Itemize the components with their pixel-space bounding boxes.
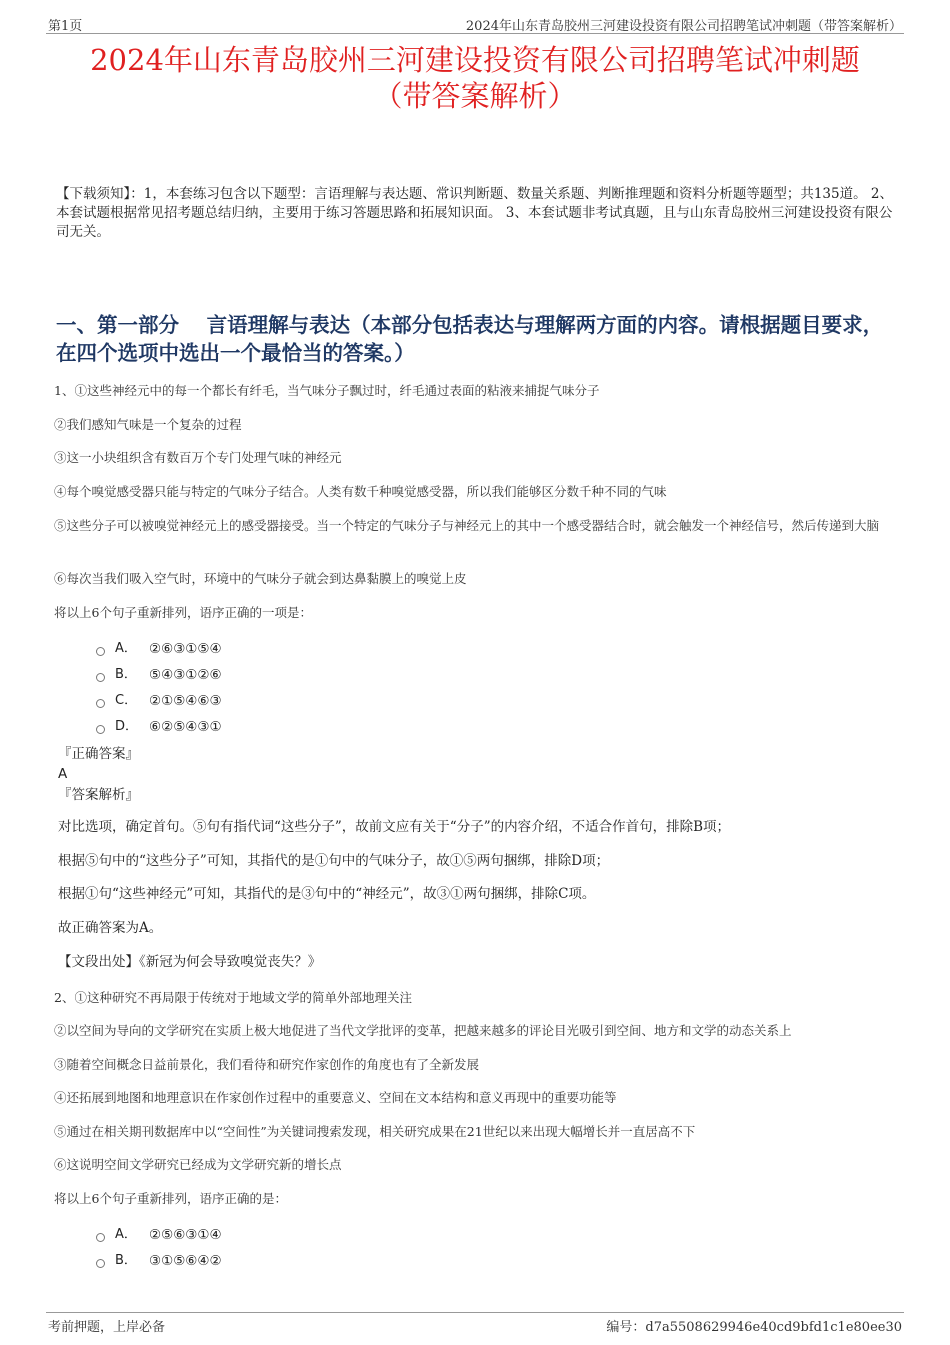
- option-letter: B．: [115, 1253, 137, 1268]
- radio-icon[interactable]: [96, 1233, 105, 1242]
- header-doc-title: 2024年山东青岛胶州三河建设投资有限公司招聘笔试冲刺题（带答案解析）: [465, 19, 902, 34]
- radio-icon[interactable]: [96, 1259, 105, 1268]
- q2-sentence-1: 2、①这种研究不再局限于传统对于地域文学的简单外部地理关注: [54, 990, 412, 1005]
- option-letter: A．: [115, 1227, 137, 1242]
- radio-icon[interactable]: [96, 725, 105, 734]
- q1-answer-label: 『正确答案』: [58, 746, 139, 762]
- option-text: ⑤④③①②⑥: [149, 667, 222, 683]
- q1-sentence-2: ②我们感知气味是一个复杂的过程: [54, 417, 242, 432]
- document-title-line1: 2024年山东青岛胶州三河建设投资有限公司招聘笔试冲刺题: [90, 43, 860, 77]
- q1-option-c[interactable]: [96, 691, 222, 711]
- q1-sentence-5: ⑤这些分子可以被嗅觉神经元上的感受器接受。当一个特定的气味分子与神经元上的其中一个感受器结合时，就会触发一个神经信号，然后传递到大脑: [54, 518, 880, 533]
- q1-option-d[interactable]: [96, 717, 222, 737]
- option-text: ③①⑤⑥④②: [149, 1253, 222, 1269]
- q1-option-b[interactable]: [96, 665, 222, 685]
- page-footer: [46, 1312, 904, 1334]
- q2-sentence-6: ⑥这说明空间文学研究已经成为文学研究新的增长点: [54, 1157, 342, 1172]
- q1-analysis-line-2: 根据⑤句中的“这些分子”可知，其指代的是①句中的气味分子，故①⑤两句捆绑，排除D项；: [58, 853, 610, 869]
- radio-icon[interactable]: [96, 647, 105, 656]
- q1-sentence-4: ④每个嗅觉感受器只能与特定的气味分子结合。人类有数千种嗅觉感受器，所以我们能够区分数千种不同的气味: [54, 484, 667, 499]
- q1-option-a[interactable]: [96, 639, 222, 659]
- q2-sentence-3: ③随着空间概念日益前景化，我们看待和研究作家创作的角度也有了全新发展: [54, 1057, 480, 1072]
- q2-prompt: 将以上6个句子重新排列，语序正确的是：: [54, 1191, 287, 1206]
- q1-sentence-1: 1、①这些神经元中的每一个都长有纤毛，当气味分子飘过时，纤毛通过表面的粘液来捕捉气味分子: [54, 383, 600, 398]
- q1-analysis-label: 『答案解析』: [58, 787, 139, 803]
- q1-analysis-line-4: 故正确答案为A。: [58, 920, 163, 936]
- footer-slogan: 考前押题，上岸必备: [48, 1320, 166, 1335]
- document-title: [40, 42, 910, 114]
- option-text: ②⑥③①⑤④: [149, 641, 222, 657]
- option-text: ②①⑤④⑥③: [149, 693, 222, 709]
- q2-sentence-4: ④还拓展到地图和地理意识在作家创作过程中的重要意义、空间在文本结构和意义再现中的重要功能等: [54, 1090, 617, 1105]
- page-number: 第1页: [48, 19, 83, 34]
- footer-doc-id: 编号：d7a5508629946e40cd9bfd1c1e80ee30: [606, 1320, 902, 1335]
- q1-prompt: 将以上6个句子重新排列，语序正确的一项是：: [54, 605, 312, 620]
- option-text: ②⑤⑥③①④: [149, 1227, 222, 1243]
- option-letter: C．: [115, 693, 138, 708]
- q1-sentence-6: ⑥每次当我们吸入空气时，环境中的气味分子就会到达鼻黏膜上的嗅觉上皮: [54, 571, 467, 586]
- q1-answer-value: A: [58, 766, 68, 782]
- page-header: [46, 14, 904, 34]
- q1-source: 【文段出处】《新冠为何会导致嗅觉丧失？》: [58, 954, 322, 970]
- q2-option-b[interactable]: [96, 1251, 222, 1271]
- radio-icon[interactable]: [96, 673, 105, 682]
- q2-sentence-5: ⑤通过在相关期刊数据库中以“空间性”为关键词搜索发现，相关研究成果在21世纪以来出现大幅增长并一直居高不下: [54, 1124, 696, 1139]
- q1-analysis-line-3: 根据①句“这些神经元”可知，其指代的是③句中的“神经元”，故③①两句捆绑，排除C项。: [58, 886, 596, 902]
- q1-sentence-3: ③这一小块组织含有数百万个专门处理气味的神经元: [54, 450, 342, 465]
- document-title-line2: （带答案解析）: [373, 79, 577, 113]
- q2-option-a[interactable]: [96, 1225, 222, 1245]
- download-notice: 【下载须知】：1，本套练习包含以下题型：言语理解与表达题、常识判断题、数量关系题、判断推理题和资料分析题等题型；共135道。 2、本套试题根据常见招考题总结归纳，主要用于练习答题思路和拓展知识面。 3、本套试题非考试真题，且与山东青岛胶州三河建设投资有限公司无关。: [56, 186, 893, 240]
- section-heading: 一、第一部分 言语理解与表达（本部分包括表达与理解两方面的内容。请根据题目要求，在四个选项中选出一个最恰当的答案。）: [56, 313, 884, 365]
- q1-analysis-line-1: 对比选项，确定首句。⑤句有指代词“这些分子”，故前文应有关于“分子”的内容介绍，不适合作首句，排除B项；: [58, 819, 731, 835]
- option-text: ⑥②⑤④③①: [149, 719, 222, 735]
- option-letter: D．: [115, 719, 139, 734]
- q2-sentence-2: ②以空间为导向的文学研究在实质上极大地促进了当代文学批评的变革，把越来越多的评论目光吸引到空间、地方和文学的动态关系上: [54, 1023, 792, 1038]
- option-letter: B．: [115, 667, 137, 682]
- radio-icon[interactable]: [96, 699, 105, 708]
- option-letter: A．: [115, 641, 137, 656]
